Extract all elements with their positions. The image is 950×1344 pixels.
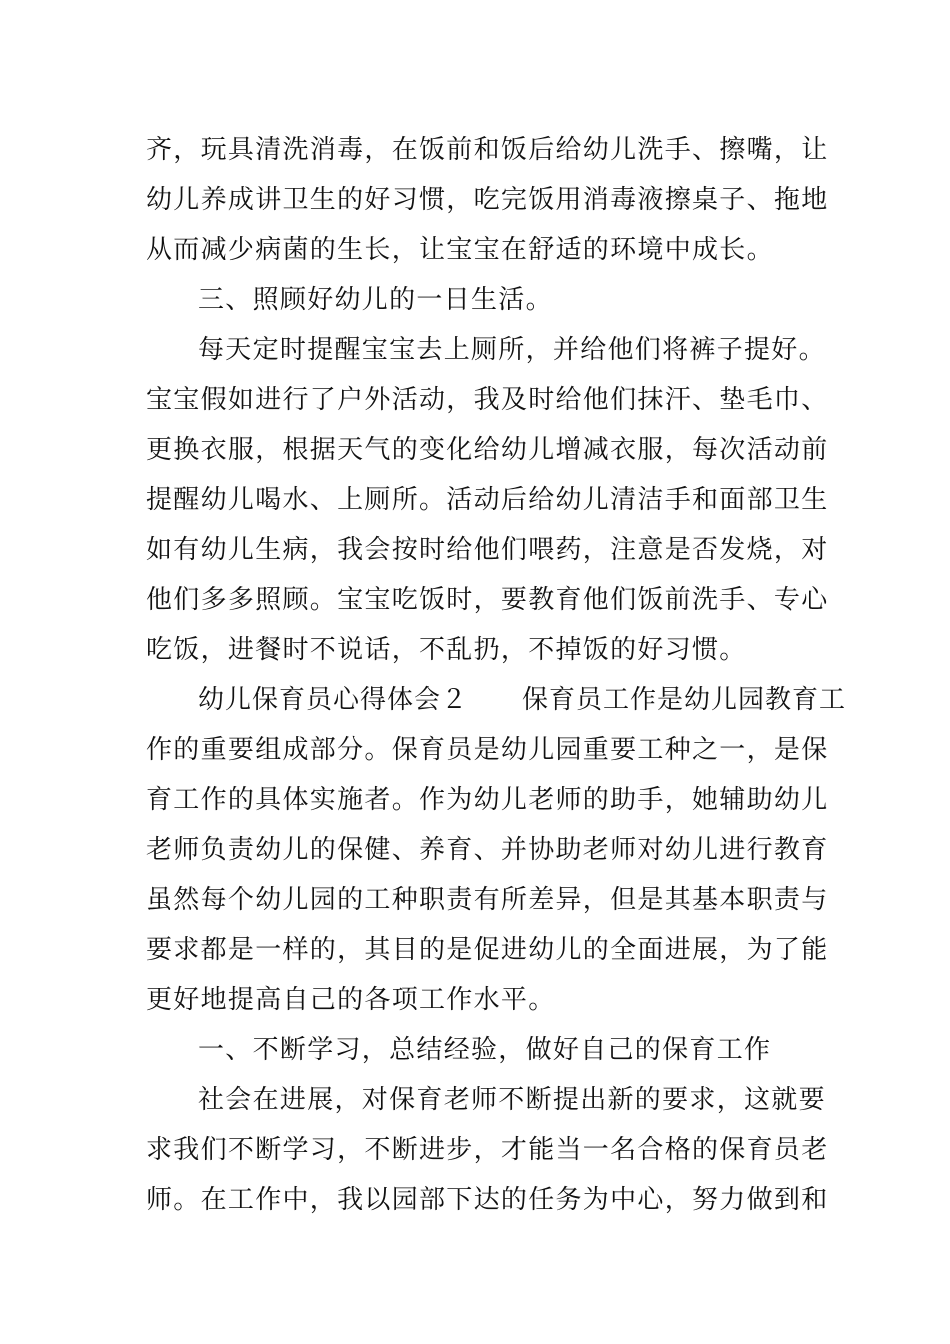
text-line: 育工作的具体实施者。作为幼儿老师的助手，她辅助幼儿: [146, 785, 829, 815]
text-line: 他们多多照顾。宝宝吃饭时，要教育他们饭前洗手、专心: [146, 585, 829, 615]
text-line: 更好地提高自己的各项工作水平。: [146, 985, 556, 1015]
text-line: 要求都是一样的，其目的是促进幼儿的全面进展，为了能: [146, 935, 829, 965]
text-line: 每天定时提醒宝宝去上厕所，并给他们将裤子提好。: [198, 335, 826, 365]
text-line: 从而减少病菌的生长，让宝宝在舒适的环境中成长。: [146, 235, 774, 265]
text-line: 求我们不断学习，不断进步，才能当一名合格的保育员老: [146, 1135, 829, 1165]
text-line: 吃饭，进餐时不说话，不乱扔，不掉饭的好习惯。: [146, 635, 747, 665]
text-line: 师。在工作中，我以园部下达的任务为中心，努力做到和: [146, 1185, 829, 1215]
text-line: 社会在进展，对保育老师不断提出新的要求，这就要: [198, 1085, 826, 1115]
text-line: 幼儿养成讲卫生的好习惯，吃完饭用消毒液擦桌子、拖地: [146, 185, 829, 215]
section-heading: 三、照顾好幼儿的一日生活。: [198, 285, 553, 315]
text-line: 齐，玩具清洗消毒，在饭前和饭后给幼儿洗手、擦嘴，让: [146, 135, 829, 165]
text-line: 老师负责幼儿的保健、养育、并协助老师对幼儿进行教育: [146, 835, 829, 865]
text-line: 更换衣服，根据天气的变化给幼儿增减衣服，每次活动前: [146, 435, 829, 465]
text-line: 如有幼儿生病，我会按时给他们喂药，注意是否发烧，对: [146, 535, 829, 565]
article-title-line: 幼儿保育员心得体会２ 保育员工作是幼儿园教育工: [198, 685, 847, 715]
text-line: 提醒幼儿喝水、上厕所。活动后给幼儿清洁手和面部卫生: [146, 485, 829, 515]
text-line: 虽然每个幼儿园的工种职责有所差异，但是其基本职责与: [146, 885, 829, 915]
text-line: 作的重要组成部分。保育员是幼儿园重要工种之一，是保: [146, 735, 829, 765]
section-heading: 一、不断学习，总结经验，做好自己的保育工作: [198, 1035, 772, 1065]
text-line: 宝宝假如进行了户外活动，我及时给他们抹汗、垫毛巾、: [146, 385, 829, 415]
